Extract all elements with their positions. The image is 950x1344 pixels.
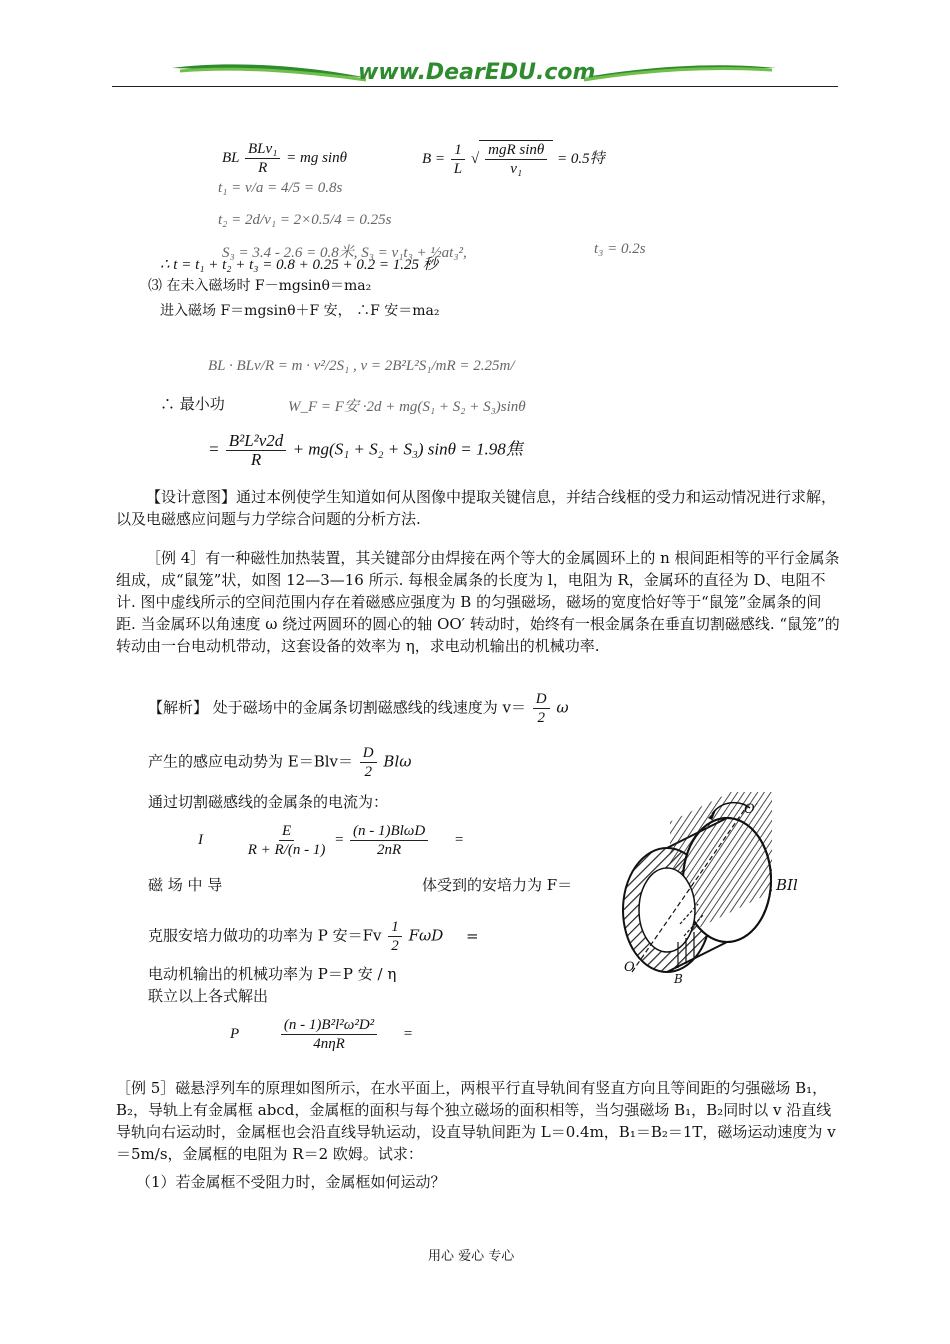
equation-velocity: BL · BLv/R = m · v²/2S₁ , v = 2B²L²S₁/mR = 2.25m/	[208, 358, 515, 374]
page-footer: 用心 爱心 专心	[428, 1249, 515, 1264]
figure-label-top: O′	[744, 802, 758, 817]
equation-B-result: B = $\frac{1}{L}$ √ $\frac{\text{mgR sinθ}}{\text{v₁}}$ = 0.5特	[422, 142, 605, 177]
analysis-line4a: 磁 场 中 导	[148, 876, 223, 894]
figure-label-B: B	[674, 972, 683, 986]
example4-text: ［例 4］有一种磁性加热装置，其关键部分由焊接在两个等大的金属圆环上的 n 根间距相等的平行金属条组成，成“鼠笼”状，如图 12—3—16 所示. 每根金属条的长度为 l，电阻为 R，金属环的直径为 D、电阻不计. 图中虚线所示的空间范围内存在着磁感应强度为 B 的匀强磁场，磁场的宽度恰好等于“鼠笼”金属条的间距. 当金属环以角速度 ω 绕过两圆环的圆心的轴 OO′ 转动时，始终有一根金属条在垂直切割磁感线. “鼠笼”的转动由一台电动机带动，这套设备的效率为 η，求电动机输出的机械功率.	[116, 549, 840, 655]
equation-t2: t₂ = 2d/v₁ = 2×0.5/4 = 0.25s	[218, 212, 392, 228]
logo-swoosh-left	[170, 58, 370, 86]
analysis-power: P $\frac{\text{(n - 1)B²l²ω²D²}}{\text{4nηR}}$ =	[230, 1017, 414, 1052]
min-work-equation: W_F = F安 ·2d + mg(S₁ + S₂ + S₃)sinθ	[288, 399, 526, 415]
example5-text: ［例 5］磁悬浮列车的原理如图所示，在水平面上，两根平行直导轨间有竖直方向且等间距的匀强磁场 B₁，B₂，导轨上有金属框 abcd，金属框的面积与每个独立磁场的面积相等，当匀强磁场 B₁，B₂同时以 v 沿直线导轨向右运动时，金属框也会沿直线导轨运动，设直导轨间距为 L＝0.4m，B₁＝B₂＝1T，磁场运动速度为 v＝5m/s，金属框的电阻为 R＝2 欧姆。试求：	[116, 1079, 836, 1163]
logo-text: www.DearEDU.com	[358, 60, 596, 85]
header-rule	[112, 86, 838, 87]
equation-t-total: ∴ t = t₁ + t₂ + t₃ = 0.8 + 0.25 + 0.2 = 1.25 秒	[160, 257, 438, 273]
figure-label-bottom: O	[624, 960, 635, 975]
design-intent: 【设计意图】通过本例使学生知道如何从图像中提取关键信息，并结合线框的受力和运动情况进行求解，以及电磁感应问题与力学综合问题的分析方法.	[116, 488, 837, 528]
analysis-line4b: 体受到的安培力为 F＝	[422, 876, 573, 894]
analysis-line4c: BIl	[776, 876, 798, 894]
analysis-line7: 联立以上各式解出	[148, 987, 269, 1005]
equation-t3: t₃ = 0.2s	[594, 241, 646, 257]
min-work-label: ∴ 最小功	[160, 395, 225, 413]
logo-swoosh-right	[578, 58, 778, 86]
analysis-current: I $\frac{E}{R + R/(n - 1)}$ = $\frac{\text{(n - 1)BlωD}}{2nR}$ =	[198, 823, 465, 858]
part3-line1: ⑶ 在未入磁场时 F－mgsinθ＝ma₂	[148, 278, 372, 294]
analysis-line2: 产生的感应电动势为 E＝Blv＝ $\frac{D}{2}$ Blω	[148, 745, 412, 780]
analysis-line1: 【解析】 处于磁场中的金属条切割磁感线的线速度为 v＝ $\frac{D}{2}$ ω	[148, 691, 569, 726]
analysis-line5: 克服安培力做功的功率为 P 安＝Fv $\frac{1}{2}$ FωD =	[148, 919, 479, 954]
equation-final-work: = $\frac{\text{B²L²v2d}}{R}$ + mg(S₁ + S₂ + S₃) sinθ = 1.98焦	[208, 431, 523, 469]
equation-force-balance: BL $\frac{\text{BLv₁}}{R}$ = mg sinθ	[222, 141, 347, 176]
question-1: （1）若金属框不受阻力时，金属框如何运动？	[136, 1173, 446, 1191]
analysis-line3: 通过切割磁感线的金属条的电流为：	[148, 793, 389, 811]
analysis-line6: 电动机输出的机械功率为 P＝P 安 / η	[148, 965, 397, 983]
part3-line2: 进入磁场 F＝mgsinθ＋F 安， ∴F 安＝ma₂	[160, 303, 440, 319]
squirrel-cage-figure	[612, 792, 782, 992]
equation-t1: t₁ = v/a = 4/5 = 0.8s	[218, 180, 343, 196]
equation-s3: S₃ = 3.4 - 2.6 = 0.8米, S₃ = v₁t₃ + ½at₃²,	[222, 245, 467, 261]
